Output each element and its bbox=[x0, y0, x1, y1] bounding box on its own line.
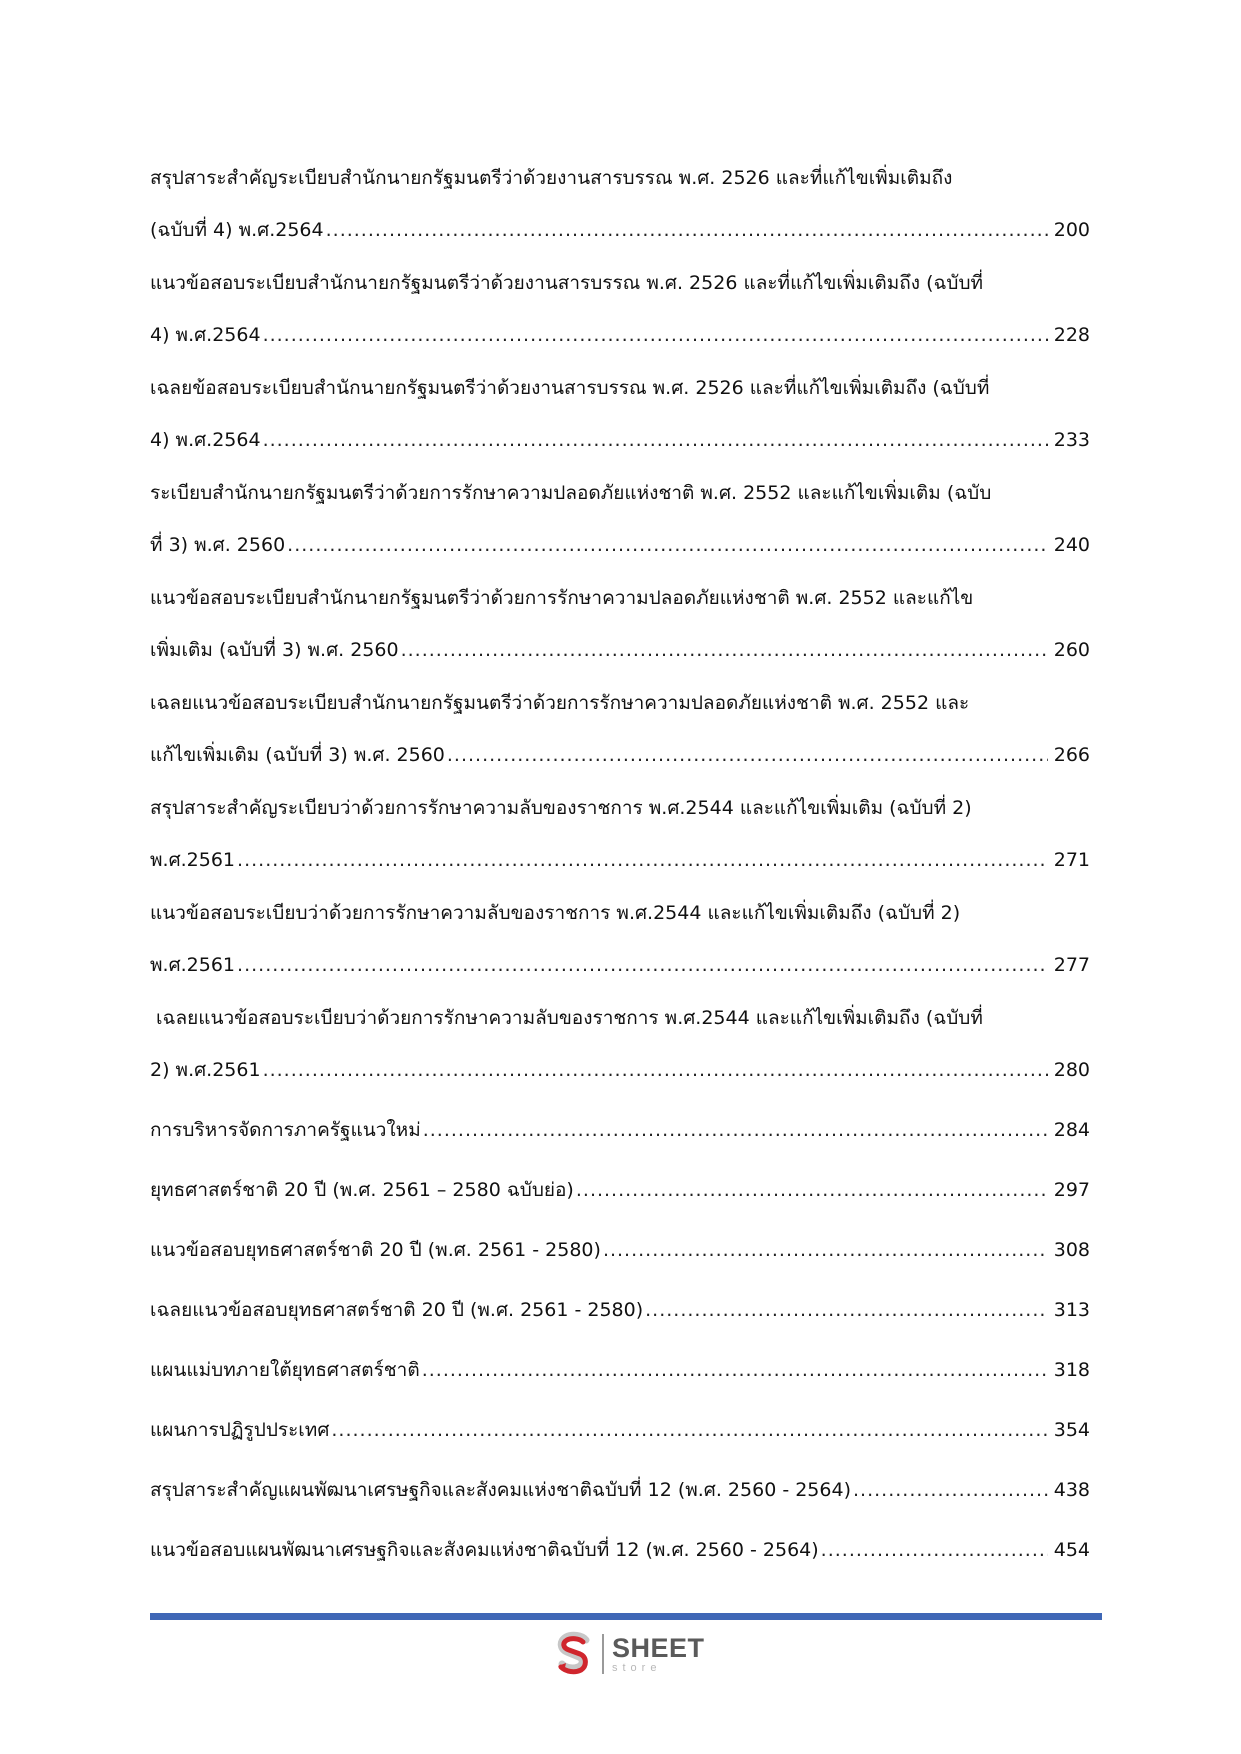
toc-entry[interactable] bbox=[150, 1284, 1090, 1336]
dot-leader bbox=[603, 1224, 1048, 1276]
toc-entry-title-line: เฉลยแนวข้อสอบระเบียบสำนักนายกรัฐมนตรีว่าด้วยการรักษาความปลอดภัยแห่งชาติ พ.ศ. 2552 และ bbox=[150, 692, 970, 714]
toc-page-number: 260 bbox=[1053, 639, 1090, 661]
toc-entry-title-line: สรุปสาระสำคัญระเบียบว่าด้วยการรักษาความลับของราชการ พ.ศ.2544 และแก้ไขเพิ่มเติม (ฉบับที่ 2) bbox=[150, 797, 972, 819]
toc-entry[interactable] bbox=[150, 1104, 1090, 1156]
toc-page-number: 308 bbox=[1053, 1239, 1090, 1261]
toc-page-number: 271 bbox=[1053, 849, 1090, 871]
toc-entry-title-line: ที่ 3) พ.ศ. 2560 bbox=[150, 534, 286, 556]
toc-page-number: 233 bbox=[1053, 429, 1090, 451]
toc-entry-title-line: 2) พ.ศ.2561 bbox=[150, 1059, 261, 1081]
toc-entry[interactable] bbox=[150, 992, 1090, 1096]
dot-leader bbox=[447, 729, 1048, 781]
dot-leader bbox=[422, 1344, 1048, 1396]
footer-divider bbox=[150, 1613, 1102, 1620]
toc-page-number: 266 bbox=[1053, 744, 1090, 766]
dot-leader bbox=[287, 519, 1048, 571]
toc-entry[interactable] bbox=[150, 887, 1090, 991]
toc-page-number: 438 bbox=[1053, 1479, 1090, 1501]
toc-entry-title-line: 4) พ.ศ.2564 bbox=[150, 324, 261, 346]
toc-page-number: 280 bbox=[1053, 1059, 1090, 1081]
toc-entry-title-line: พ.ศ.2561 bbox=[150, 849, 236, 871]
dot-leader bbox=[401, 624, 1048, 676]
toc-entry-title-line: เฉลยแนวข้อสอบระเบียบว่าด้วยการรักษาความลับของราชการ พ.ศ.2544 และแก้ไขเพิ่มเติมถึง (ฉบับที่ bbox=[150, 1007, 983, 1029]
toc-entry[interactable] bbox=[150, 782, 1090, 886]
dot-leader bbox=[331, 1404, 1047, 1456]
toc-entry-title-line: สรุปสาระสำคัญระเบียบสำนักนายกรัฐมนตรีว่าด้วยงานสารบรรณ พ.ศ. 2526 และที่แก้ไขเพิ่มเติมถึง bbox=[150, 167, 953, 189]
toc-entry-title-line: แนวข้อสอบแผนพัฒนาเศรษฐกิจและสังคมแห่งชาติฉบับที่ 12 (พ.ศ. 2560 - 2564) bbox=[150, 1539, 819, 1561]
dot-leader bbox=[576, 1164, 1048, 1216]
dot-leader bbox=[423, 1104, 1048, 1156]
toc-entry[interactable] bbox=[150, 362, 1090, 466]
toc-entry[interactable] bbox=[150, 467, 1090, 571]
dot-leader bbox=[263, 414, 1048, 466]
toc-entry-title-line: เพิ่มเติม (ฉบับที่ 3) พ.ศ. 2560 bbox=[150, 639, 399, 661]
dot-leader bbox=[645, 1284, 1048, 1336]
toc-entry-title-line: แผนแม่บทภายใต้ยุทธศาสตร์ชาติ bbox=[150, 1359, 420, 1381]
s-logo-icon bbox=[552, 1630, 596, 1678]
toc-entry-title-line: แนวข้อสอบระเบียบว่าด้วยการรักษาความลับของราชการ พ.ศ.2544 และแก้ไขเพิ่มเติมถึง (ฉบับที่ 2) bbox=[150, 902, 961, 924]
toc-entry[interactable] bbox=[150, 677, 1090, 781]
toc-page-number: 297 bbox=[1053, 1179, 1090, 1201]
logo-text bbox=[612, 1632, 705, 1674]
toc-entry[interactable] bbox=[150, 1224, 1090, 1276]
toc-page-number: 228 bbox=[1053, 324, 1090, 346]
logo-separator bbox=[602, 1634, 604, 1674]
toc-entry[interactable] bbox=[150, 1344, 1090, 1396]
dot-leader bbox=[263, 1044, 1048, 1096]
toc-entry-title-line: เฉลยแนวข้อสอบยุทธศาสตร์ชาติ 20 ปี (พ.ศ. 2561 - 2580) bbox=[150, 1299, 644, 1321]
toc-page-number: 313 bbox=[1053, 1299, 1090, 1321]
toc-page-number: 277 bbox=[1053, 954, 1090, 976]
sheet-store-logo bbox=[552, 1628, 705, 1680]
toc-entry[interactable] bbox=[150, 257, 1090, 361]
toc-entry-title-line: สรุปสาระสำคัญแผนพัฒนาเศรษฐกิจและสังคมแห่งชาติฉบับที่ 12 (พ.ศ. 2560 - 2564) bbox=[150, 1479, 851, 1501]
toc-entry-title-line: พ.ศ.2561 bbox=[150, 954, 236, 976]
toc-entry-title-line: แนวข้อสอบยุทธศาสตร์ชาติ 20 ปี (พ.ศ. 2561 - 2580) bbox=[150, 1239, 601, 1261]
toc-entry-title-line: ยุทธศาสตร์ชาติ 20 ปี (พ.ศ. 2561 – 2580 ฉบับย่อ) bbox=[150, 1179, 574, 1201]
toc-entry-title-line: ระเบียบสำนักนายกรัฐมนตรีว่าด้วยการรักษาความปลอดภัยแห่งชาติ พ.ศ. 2552 และแก้ไขเพิ่มเติม (ฉบับ bbox=[150, 482, 992, 504]
dot-leader bbox=[821, 1524, 1048, 1576]
toc-entry[interactable] bbox=[150, 152, 1090, 256]
toc-entry[interactable] bbox=[150, 1524, 1090, 1576]
toc-entry-title-line: เฉลยข้อสอบระเบียบสำนักนายกรัฐมนตรีว่าด้วยงานสารบรรณ พ.ศ. 2526 และที่แก้ไขเพิ่มเติมถึง (ฉบับที่ bbox=[150, 377, 990, 399]
toc-entry[interactable] bbox=[150, 1404, 1090, 1456]
toc-entry-title-line: (ฉบับที่ 4) พ.ศ.2564 bbox=[150, 219, 324, 241]
toc-entry[interactable] bbox=[150, 572, 1090, 676]
toc-entry[interactable] bbox=[150, 1464, 1090, 1516]
toc-page-number: 454 bbox=[1053, 1539, 1090, 1561]
dot-leader bbox=[853, 1464, 1048, 1516]
toc-page-number: 200 bbox=[1053, 219, 1090, 241]
toc-page-number: 354 bbox=[1053, 1419, 1090, 1441]
logo-subtext: store bbox=[612, 1661, 662, 1674]
dot-leader bbox=[326, 204, 1048, 256]
dot-leader bbox=[237, 834, 1048, 886]
table-of-contents bbox=[150, 152, 1090, 1576]
toc-page-number: 284 bbox=[1053, 1119, 1090, 1141]
toc-page-number: 318 bbox=[1053, 1359, 1090, 1381]
toc-entry-title-line: การบริหารจัดการภาครัฐแนวใหม่ bbox=[150, 1119, 421, 1141]
dot-leader bbox=[237, 939, 1048, 991]
toc-entry[interactable] bbox=[150, 1164, 1090, 1216]
toc-entry-title-line: 4) พ.ศ.2564 bbox=[150, 429, 261, 451]
dot-leader bbox=[263, 309, 1048, 361]
toc-entry-title-line: แก้ไขเพิ่มเติม (ฉบับที่ 3) พ.ศ. 2560 bbox=[150, 744, 445, 766]
toc-entry-title-line: แผนการปฏิรูปประเทศ bbox=[150, 1419, 330, 1441]
toc-entry-title-line: แนวข้อสอบระเบียบสำนักนายกรัฐมนตรีว่าด้วยงานสารบรรณ พ.ศ. 2526 และที่แก้ไขเพิ่มเติมถึง (ฉบับที่ bbox=[150, 272, 984, 294]
toc-page-number: 240 bbox=[1053, 534, 1090, 556]
logo-wordmark: SHEET bbox=[612, 1632, 705, 1663]
toc-entry-title-line: แนวข้อสอบระเบียบสำนักนายกรัฐมนตรีว่าด้วยการรักษาความปลอดภัยแห่งชาติ พ.ศ. 2552 และแก้ไข bbox=[150, 587, 974, 609]
